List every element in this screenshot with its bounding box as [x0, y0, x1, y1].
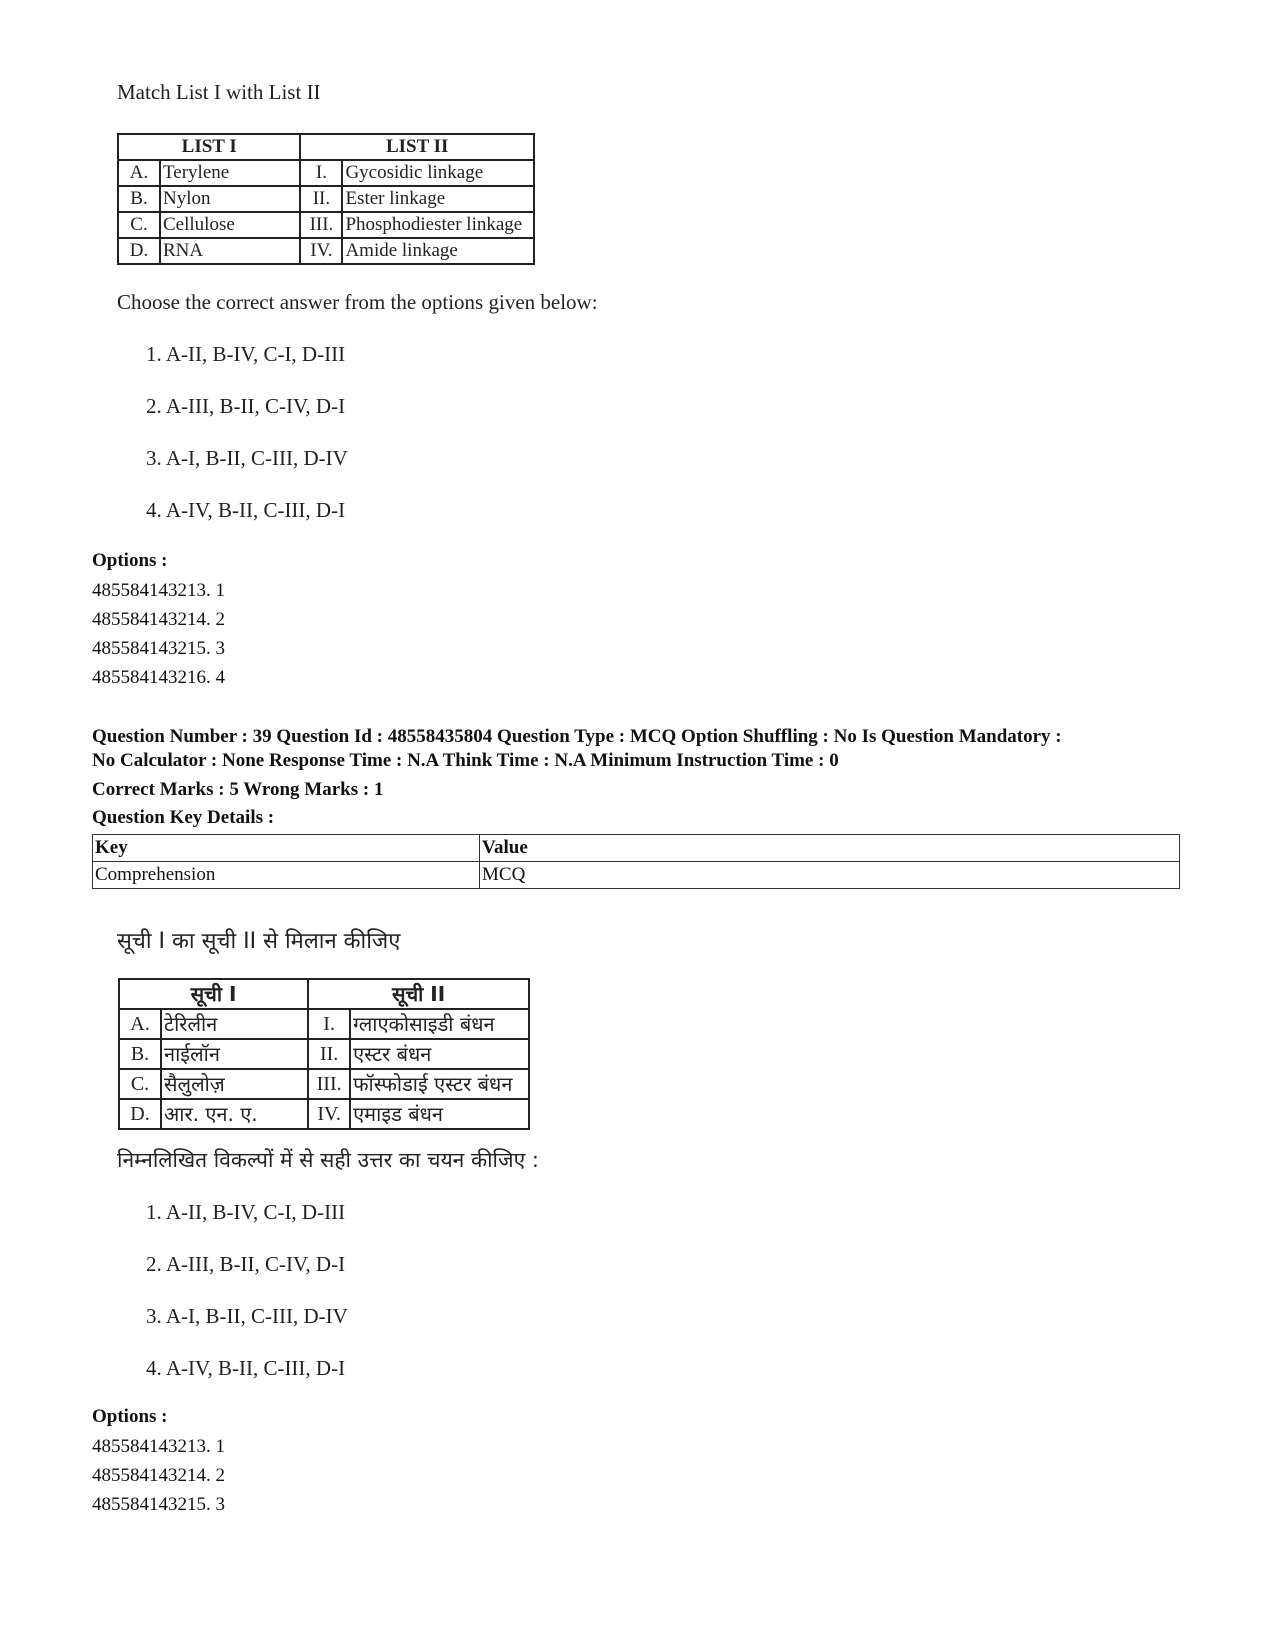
list-1-letter: A.	[118, 160, 160, 186]
marks-line: Correct Marks : 5 Wrong Marks : 1	[92, 779, 384, 800]
list-1-item: RNA	[160, 238, 300, 264]
list-item: 485584143213. 1	[92, 580, 225, 601]
list-2-item: फॉस्फोडाई एस्टर बंधन	[350, 1069, 529, 1099]
list-1-item: Nylon	[160, 186, 300, 212]
table-row	[118, 186, 534, 212]
match-list-table-hindi	[118, 978, 530, 1130]
list-2-number: II.	[308, 1039, 350, 1069]
table-row	[93, 862, 1180, 889]
value-cell: MCQ	[480, 862, 1180, 889]
list-2-header: सूची II	[308, 979, 529, 1009]
list-item: 485584143215. 3	[92, 638, 225, 659]
list-2-number: II.	[300, 186, 342, 212]
table-row	[119, 1039, 529, 1069]
list-item: 485584143214. 2	[92, 609, 225, 630]
list-1-header: LIST I	[118, 134, 300, 160]
question-meta	[92, 725, 1252, 773]
list-2-item: एस्टर बंधन	[350, 1039, 529, 1069]
answer-choice: 4. A-IV, B-II, C-III, D-I	[146, 498, 346, 522]
value-header: Value	[480, 835, 1180, 862]
question-meta-line: No Calculator : None Response Time : N.A Think Time : N.A Minimum Instruction Time : 0	[92, 750, 839, 771]
list-2-item: एमाइड बंधन	[350, 1099, 529, 1129]
table-row	[119, 1069, 529, 1099]
list-item: 485584143214. 2	[92, 1465, 225, 1486]
answer-choice: 4. A-IV, B-II, C-III, D-I	[146, 1356, 346, 1380]
options-label: Options :	[92, 1406, 168, 1427]
table-row	[118, 160, 534, 186]
list-2-header: LIST II	[300, 134, 534, 160]
list-1-letter: C.	[118, 212, 160, 238]
options-label: Options :	[92, 550, 168, 571]
match-list-table	[117, 133, 535, 265]
list-1-letter: C.	[119, 1069, 161, 1099]
list-1-item: आर. एन. ए.	[161, 1099, 308, 1129]
answer-choice: 1. A-II, B-IV, C-I, D-III	[146, 342, 346, 366]
list-2-item: Ester linkage	[342, 186, 534, 212]
list-2-item: ग्लाएकोसाइडी बंधन	[350, 1009, 529, 1039]
list-1-letter: B.	[119, 1039, 161, 1069]
list-1-item: Terylene	[160, 160, 300, 186]
list-1-item: Cellulose	[160, 212, 300, 238]
list-1-item: नाईलॉन	[161, 1039, 308, 1069]
list-item: 485584143216. 4	[92, 667, 225, 688]
list-1-letter: D.	[119, 1099, 161, 1129]
table-row	[119, 1009, 529, 1039]
list-1-letter: D.	[118, 238, 160, 264]
question-meta-line: Question Number : 39 Question Id : 48558435804 Question Type : MCQ Option Shuffling : No Is Question Mandatory :	[92, 726, 1062, 747]
list-2-item: Gycosidic linkage	[342, 160, 534, 186]
options-list	[92, 576, 225, 692]
list-1-header: सूची I	[119, 979, 308, 1009]
list-2-number: I.	[300, 160, 342, 186]
table-row	[119, 1099, 529, 1129]
list-2-item: Amide linkage	[342, 238, 534, 264]
table-row	[118, 212, 534, 238]
answer-choice: 3. A-I, B-II, C-III, D-IV	[146, 1304, 348, 1328]
answer-choice: 3. A-I, B-II, C-III, D-IV	[146, 446, 348, 470]
list-item: 485584143215. 3	[92, 1494, 225, 1515]
list-2-item: Phosphodiester linkage	[342, 212, 534, 238]
list-2-number: IV.	[300, 238, 342, 264]
answer-choice: 2. A-III, B-II, C-IV, D-I	[146, 394, 346, 418]
key-cell: Comprehension	[93, 862, 480, 889]
question-prompt-hindi: सूची I का सूची II से मिलान कीजिए	[117, 929, 401, 954]
key-details-table	[92, 834, 1180, 889]
list-1-item: टेरिलीन	[161, 1009, 308, 1039]
answer-choice: 2. A-III, B-II, C-IV, D-I	[146, 1252, 346, 1276]
answer-choice: 1. A-II, B-IV, C-I, D-III	[146, 1200, 346, 1224]
options-list	[92, 1432, 225, 1519]
list-2-number: III.	[308, 1069, 350, 1099]
table-row	[118, 238, 534, 264]
table-row	[93, 835, 1180, 862]
question-instruction-hindi: निम्नलिखित विकल्पों में से सही उत्तर का चयन कीजिए :	[117, 1148, 539, 1172]
list-1-item: सैलुलोज़	[161, 1069, 308, 1099]
key-details-label: Question Key Details :	[92, 807, 275, 828]
question-instruction: Choose the correct answer from the options given below:	[117, 290, 598, 314]
question-prompt: Match List I with List II	[117, 80, 321, 104]
list-1-letter: A.	[119, 1009, 161, 1039]
list-2-number: IV.	[308, 1099, 350, 1129]
list-item: 485584143213. 1	[92, 1436, 225, 1457]
list-2-number: I.	[308, 1009, 350, 1039]
list-1-letter: B.	[118, 186, 160, 212]
key-header: Key	[93, 835, 480, 862]
list-2-number: III.	[300, 212, 342, 238]
